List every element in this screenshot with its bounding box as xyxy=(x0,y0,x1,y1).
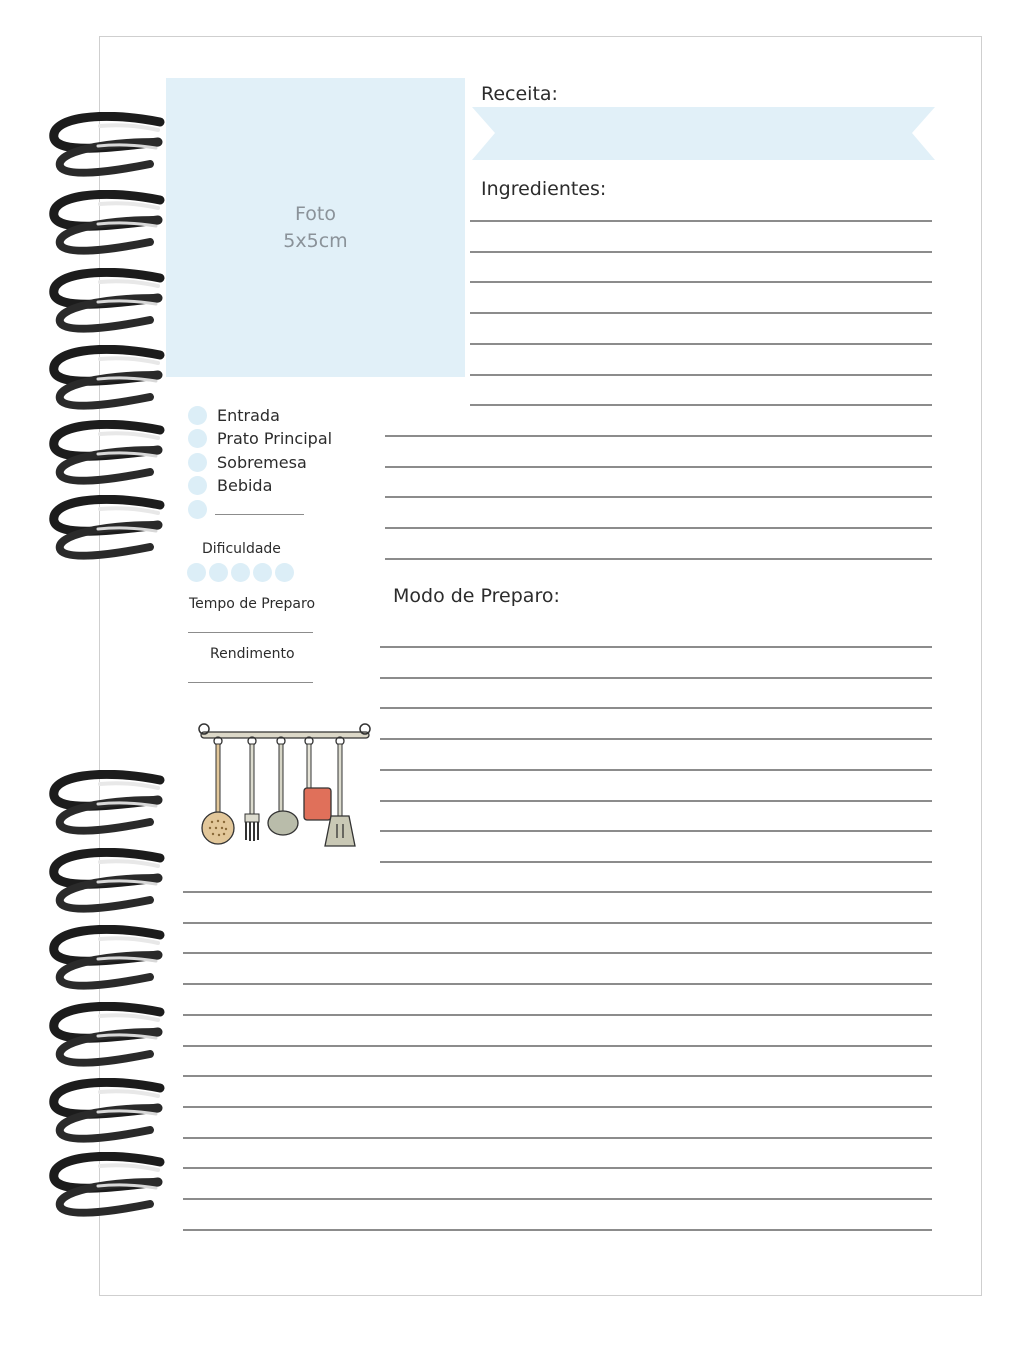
category-other-line[interactable] xyxy=(215,514,304,515)
difficulty-dot[interactable] xyxy=(253,563,272,582)
category-label: Bebida xyxy=(217,476,273,495)
preparation-line[interactable] xyxy=(183,1137,932,1139)
spiral-coil-icon xyxy=(40,345,165,417)
preparation-line[interactable] xyxy=(183,1014,932,1016)
category-entrada[interactable] xyxy=(188,406,280,425)
difficulty-dot[interactable] xyxy=(275,563,294,582)
preparation-line[interactable] xyxy=(183,1045,932,1047)
difficulty-dot[interactable] xyxy=(209,563,228,582)
preparation-line[interactable] xyxy=(183,1075,932,1077)
spiral-coil-icon xyxy=(40,268,165,340)
ingredient-line[interactable] xyxy=(470,343,932,345)
preparation-line[interactable] xyxy=(183,1229,932,1231)
difficulty-dot[interactable] xyxy=(187,563,206,582)
ingredient-line[interactable] xyxy=(385,558,932,560)
preparation-line[interactable] xyxy=(183,1198,932,1200)
spiral-coil-icon xyxy=(40,1152,165,1224)
ingredient-line[interactable] xyxy=(470,281,932,283)
ingredient-line[interactable] xyxy=(385,435,932,437)
ingredient-line[interactable] xyxy=(470,374,932,376)
photo-size: 5x5cm xyxy=(283,229,348,252)
preparation-line[interactable] xyxy=(380,646,932,648)
preparation-line[interactable] xyxy=(183,1106,932,1108)
preparation-line[interactable] xyxy=(183,1167,932,1169)
spiral-coil-icon xyxy=(40,925,165,997)
category-other[interactable] xyxy=(188,500,217,519)
category-prato-principal[interactable] xyxy=(188,429,332,448)
preparation-line[interactable] xyxy=(380,830,932,832)
ingredients-label: Ingredientes: xyxy=(481,178,607,200)
ingredient-line[interactable] xyxy=(385,496,932,498)
radio-icon[interactable] xyxy=(188,476,207,495)
category-sobremesa[interactable] xyxy=(188,453,307,472)
recipe-label: Receita: xyxy=(481,83,558,105)
yield-label: Rendimento xyxy=(210,646,295,662)
recipe-title-banner[interactable] xyxy=(472,107,935,160)
preparation-line[interactable] xyxy=(183,952,932,954)
ingredient-line[interactable] xyxy=(470,404,932,406)
radio-icon[interactable] xyxy=(188,453,207,472)
preparation-line[interactable] xyxy=(183,983,932,985)
radio-icon[interactable] xyxy=(188,500,207,519)
preparation-line[interactable] xyxy=(380,677,932,679)
category-label: Sobremesa xyxy=(217,453,307,472)
spiral-coil-icon xyxy=(40,770,165,842)
kitchen-utensil-rack-icon xyxy=(195,718,375,853)
category-label: Prato Principal xyxy=(217,429,333,448)
spiral-coil-icon xyxy=(40,112,165,184)
difficulty-dot[interactable] xyxy=(231,563,250,582)
preparation-line[interactable] xyxy=(380,861,932,863)
spiral-coil-icon xyxy=(40,1002,165,1074)
preparation-line[interactable] xyxy=(183,891,932,893)
spiral-coil-icon xyxy=(40,1078,165,1150)
preparation-line[interactable] xyxy=(380,707,932,709)
ingredient-line[interactable] xyxy=(470,312,932,314)
radio-icon[interactable] xyxy=(188,429,207,448)
preparation-line[interactable] xyxy=(380,769,932,771)
preparation-line[interactable] xyxy=(380,738,932,740)
yield-line[interactable] xyxy=(188,682,313,683)
spiral-coil-icon xyxy=(40,190,165,262)
spiral-coil-icon xyxy=(40,848,165,920)
difficulty-rating[interactable] xyxy=(187,563,294,582)
preparation-line[interactable] xyxy=(380,800,932,802)
ingredient-line[interactable] xyxy=(470,220,932,222)
ingredient-line[interactable] xyxy=(385,527,932,529)
radio-icon[interactable] xyxy=(188,406,207,425)
preparation-line[interactable] xyxy=(183,922,932,924)
spiral-coil-icon xyxy=(40,420,165,492)
category-label: Entrada xyxy=(217,406,280,425)
ingredient-line[interactable] xyxy=(470,251,932,253)
ingredient-line[interactable] xyxy=(385,466,932,468)
prep-time-label: Tempo de Preparo xyxy=(189,596,316,612)
method-label: Modo de Preparo: xyxy=(393,585,560,607)
spiral-coil-icon xyxy=(40,495,165,567)
prep-time-line[interactable] xyxy=(188,632,313,633)
category-bebida[interactable] xyxy=(188,476,272,495)
difficulty-label: Dificuldade xyxy=(202,541,281,557)
photo-label: Foto xyxy=(295,202,336,225)
photo-placeholder[interactable] xyxy=(166,78,465,377)
